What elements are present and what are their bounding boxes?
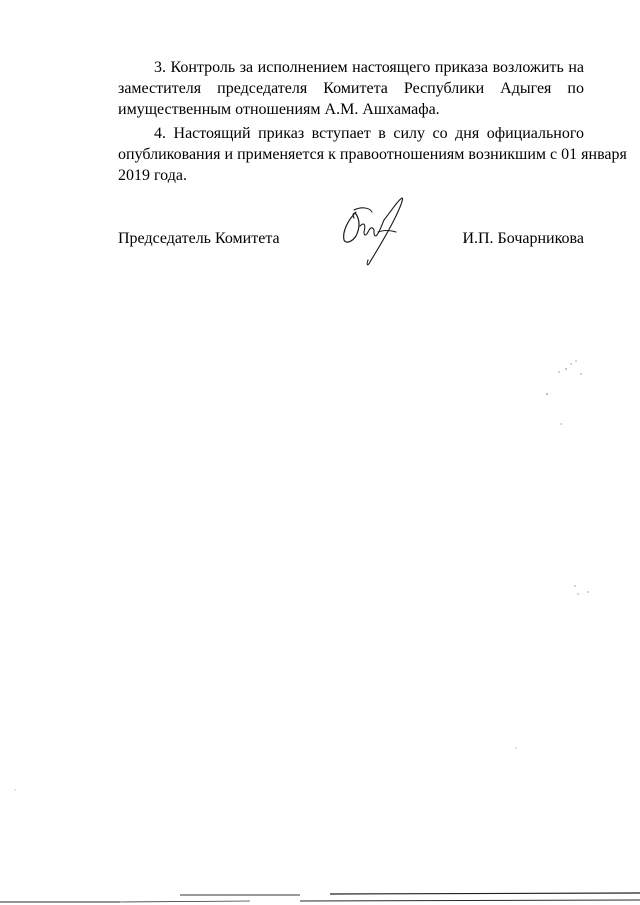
signatory-title: Председатель Комитета (118, 230, 280, 247)
footer-rule-lines (0, 880, 640, 905)
paragraph-3-line-1: 3. Контроль за исполнением настоящего приказа возложить на (154, 59, 584, 76)
signatory-name: И.П. Бочарникова (462, 230, 584, 247)
paragraph-3-line-2: заместителя председателя Комитета Республики Адыгея по (118, 80, 584, 97)
paragraph-3-line-3: имущественным отношениям А.М. Ашхамафа. (118, 101, 440, 118)
paragraph-4-line-3: 2019 года. (118, 167, 187, 184)
paragraph-4-line-1: 4. Настоящий приказ вступает в силу со дня официального (154, 125, 584, 142)
paragraph-4-line-2: опубликования и применяется к правоотношениям возникшим с 01 января (118, 146, 627, 163)
